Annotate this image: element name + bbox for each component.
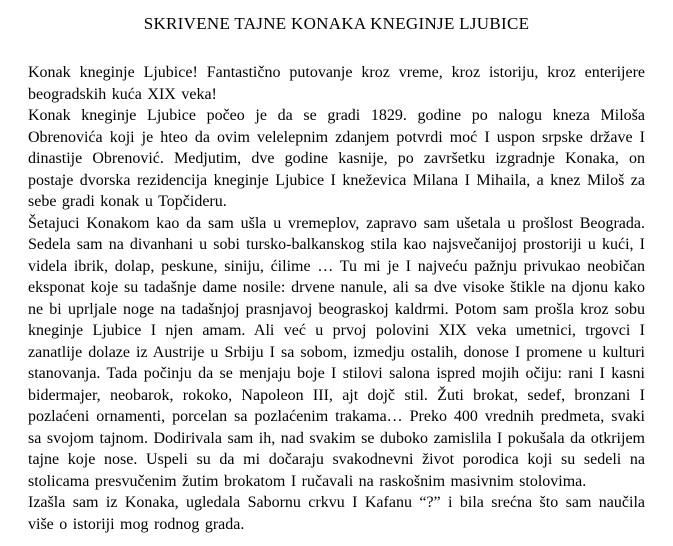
paragraph-conclusion: Izašla sam iz Konaka, ugledala Sabornu crkvu I Kafanu “?” i bila srećna što sam naučila više o istoriji mog rodnog grada. [28, 494, 645, 533]
paragraph-visit: Šetajuci Konakom kao da sam ušla u vremeplov, zapravo sam ušetala u prošlost Beograda. Sedela sam na divanhani u sobi tursko-balkanskog stila kao najsvečanijoj prostoriji u kući, I videla ibrik, dolap, peskune, siniju, ćilime … Tu mi je I najveću pažnju privukao neobičan eksponat koje su tadašnje dame nosile: drvene nanule, ali sa dve visoke štikle na djonu kako ne bi uprljale noge na tadašnjoj prasnjavoj beograskoj kaldrmi. Potom sam prošla kroz sobu kneginje Ljubice I njen amam. Ali već u prvoj polovini XIX veka umetnici, trgovci I zanatlije dolaze iz Austrije u Srbiju I sa sobom, izmedju ostalih, donose I promene u kulturi stanovanja. Tada počinju da se menjaju boje I stilovi salona ispred mojih očiju: rani I kasni bidermajer, neobarok, rokoko, Napoleon III, ajt dojč stil. Žuti brokat, sedef, bronzani I pozlaćeni ornamenti, porcelan sa pozlaćenim trakama… Preko 400 vrednih predmeta, svaki sa svojom tajnom. Dodirivala sam ih, nad svakim se duboko zamislila I pokušala da otkrijem tajne koje nose. Uspeli su da mi dočaraju svakodnevni život porodica koji su sedeli na stolicama presvučenim žutim brokatom I ručavali na raskošnim masivnim stolovima. [28, 214, 645, 490]
paragraph-intro: Konak kneginje Ljubice! Fantastično putovanje kroz vreme, kroz istoriju, kroz enterijere beogradskih kuća XIX veka! [28, 64, 645, 103]
paragraph-history: Konak kneginje Ljubice počeo je da se gradi 1829. godine po nalogu kneza Miloša Obrenovića koji je hteo da ovim velelepnim zdanjem potvrdi moć I uspon srpske države I dinastije Obrenović. Medjutim, dve godine kasnije, po završetku izgradnje Konaka, on postaje dvorska rezidencija kneginje Ljubice I kneževica Milana I Mihaila, a knez Miloš za sebe gradi konak u Topčideru. [28, 107, 645, 210]
document-title: SKRIVENE TAJNE KONAKA KNEGINJE LJUBICE [143, 14, 530, 33]
document-body [28, 62, 645, 535]
